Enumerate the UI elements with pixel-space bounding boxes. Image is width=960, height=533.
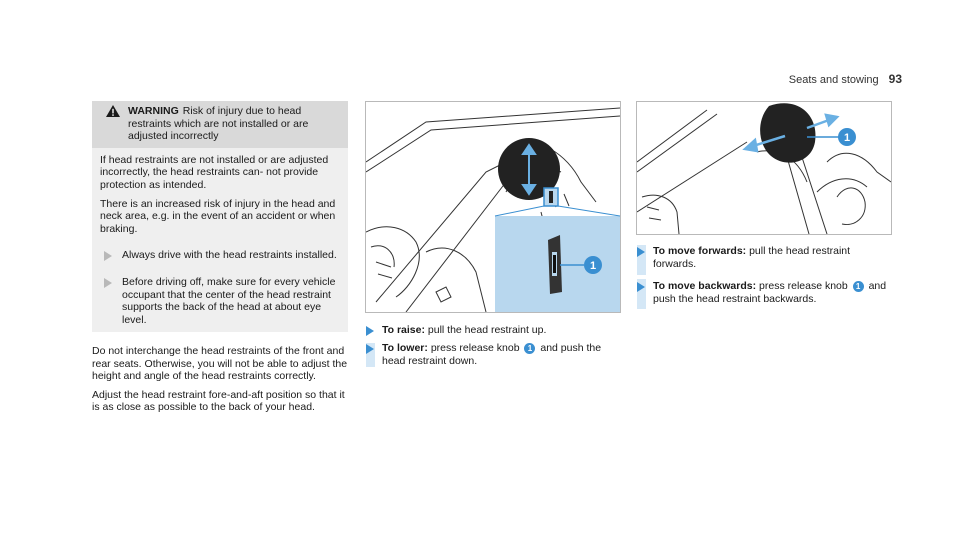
step-forwards-label: To move forwards: [653, 245, 747, 257]
warning-body [92, 148, 348, 327]
knob-badge-icon: 1 [853, 281, 864, 292]
callout-1-label: 1 [843, 132, 851, 144]
bullet-arrow-icon [104, 278, 112, 288]
step-backwards-text-b: and push the head restraint backwards. [653, 280, 887, 305]
warning-box [92, 101, 348, 332]
figure-fore-aft [636, 101, 892, 235]
figure-raise-lower [365, 101, 621, 313]
step-backwards-label: To move backwards: [653, 280, 757, 292]
warning-label: WARNING [128, 105, 179, 117]
step-forwards-text: pull the head restraint forwards. [653, 245, 851, 270]
warning-bullet-text: Always drive with the head restraints installed. [122, 249, 337, 262]
warning-text-1: If head restraints are not installed or are adjusted incorrectly, the head restraints can- not provide protection as intended. [100, 153, 329, 191]
head-restraint-fore-aft-illustration [637, 102, 891, 234]
body-text [92, 345, 354, 420]
step-arrow-icon [637, 282, 645, 292]
step-lower [366, 342, 620, 367]
step-lower-text-a: press release knob [430, 342, 520, 354]
warning-title: Risk of injury due to head restraints which are not installed or are adjusted incorrectly [128, 105, 309, 143]
warning-bullet-text: Before driving off, make sure for every vehicle occupant that the center of the head restraint supports the back of the head at about eye level. [122, 275, 336, 326]
step-backwards-text-a: press release knob [759, 280, 848, 292]
warning-text-2: There is an increased risk of injury in the head and neck area, e.g. in the event of an accident or when braking. [100, 197, 336, 235]
running-header [789, 72, 902, 86]
paragraph-adjust: Adjust the head restraint fore-and-aft position so that it is as close as possible to the back of your head. [92, 388, 345, 414]
warning-header [92, 101, 348, 148]
warning-icon [106, 105, 120, 117]
knob-badge-icon: 1 [524, 343, 535, 354]
callout-1-label: 1 [589, 260, 597, 272]
head-restraint-shape [760, 103, 815, 162]
paragraph-interchange: Do not interchange the head restraints of the front and rear seats. Otherwise, you will not be able to adjust the height and angle of the head restraints correctly. [92, 345, 348, 383]
step-lower-text-b: and push the head restraint down. [382, 342, 602, 367]
head-restraint-height-illustration [366, 102, 620, 312]
page-number: 93 [888, 72, 902, 86]
release-knob-closeup [548, 235, 562, 294]
section-title: Seats and stowing [788, 74, 879, 86]
step-arrow-icon [637, 247, 645, 257]
bullet-arrow-icon [104, 251, 112, 261]
warning-bullet-1 [100, 249, 340, 262]
step-lower-label: To lower: [382, 342, 428, 354]
warning-bullet-2 [100, 276, 340, 326]
step-raise [366, 324, 620, 337]
step-raise-label: To raise: [382, 324, 425, 336]
step-forwards [637, 245, 891, 270]
step-raise-text: pull the head restraint up. [427, 324, 547, 336]
step-backwards [637, 280, 891, 305]
step-arrow-icon [366, 344, 374, 354]
step-arrow-icon [366, 326, 374, 336]
